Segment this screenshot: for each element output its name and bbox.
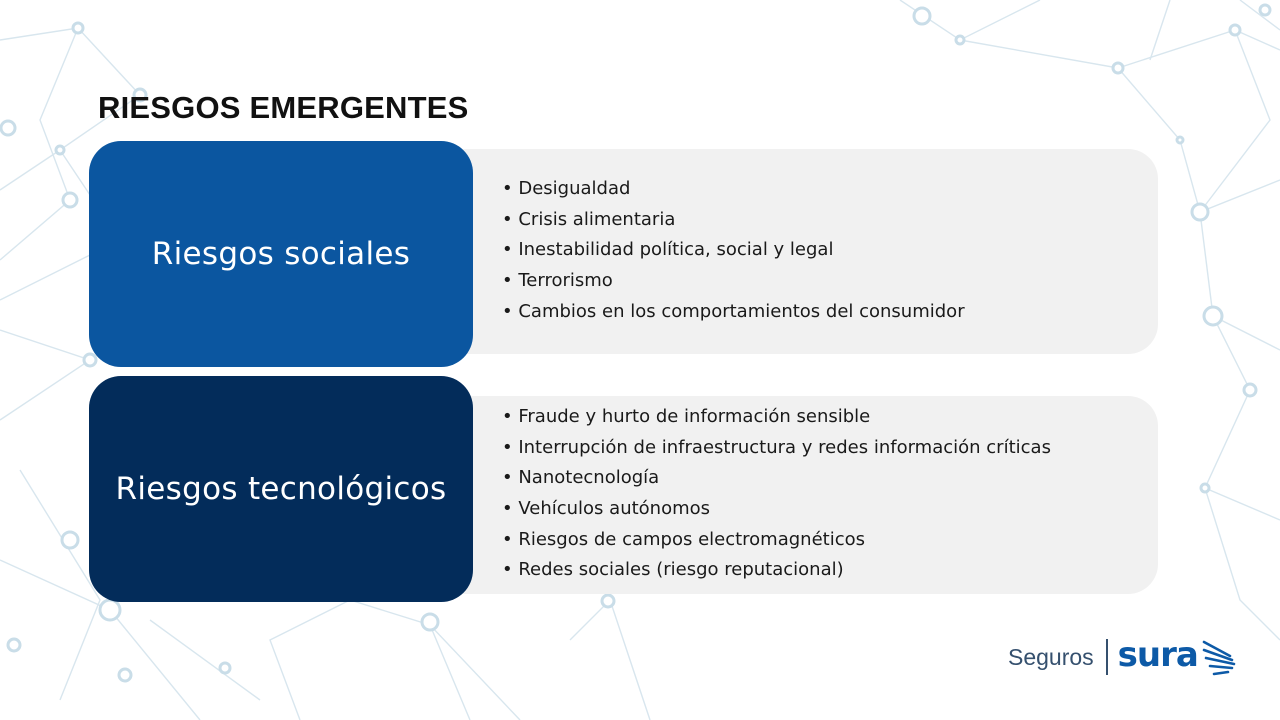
social-risks-heading: Riesgos sociales	[151, 236, 411, 272]
list-item: • Desigualdad	[502, 174, 965, 205]
list-item: • Crisis alimentaria	[502, 205, 965, 236]
tech-risks-heading: Riesgos tecnológicos	[115, 471, 447, 507]
social-risks-heading-box	[89, 141, 473, 367]
list-item: • Terrorismo	[502, 266, 965, 297]
tech-risks-list	[502, 402, 1051, 586]
logo-prefix: Seguros	[1008, 643, 1094, 670]
page-title: RIESGOS EMERGENTES	[98, 90, 469, 125]
list-item: • Riesgos de campos electromagnéticos	[502, 525, 1051, 556]
logo-divider	[1106, 639, 1108, 675]
list-item: • Fraude y hurto de información sensible	[502, 402, 1051, 433]
list-item: • Cambios en los comportamientos del consumidor	[502, 297, 965, 328]
list-item: • Interrupción de infraestructura y redes información críticas	[502, 433, 1051, 464]
list-item: • Inestabilidad política, social y legal	[502, 235, 965, 266]
social-risks-list	[502, 174, 965, 327]
tech-risks-heading-box	[89, 376, 473, 602]
list-item: • Redes sociales (riesgo reputacional)	[502, 555, 1051, 586]
list-item: • Nanotecnología	[502, 463, 1051, 494]
sura-wing-icon	[1200, 634, 1240, 680]
list-item: • Vehículos autónomos	[502, 494, 1051, 525]
logo-brand: sura	[1117, 635, 1198, 675]
seguros-sura-logo	[1008, 634, 1240, 680]
